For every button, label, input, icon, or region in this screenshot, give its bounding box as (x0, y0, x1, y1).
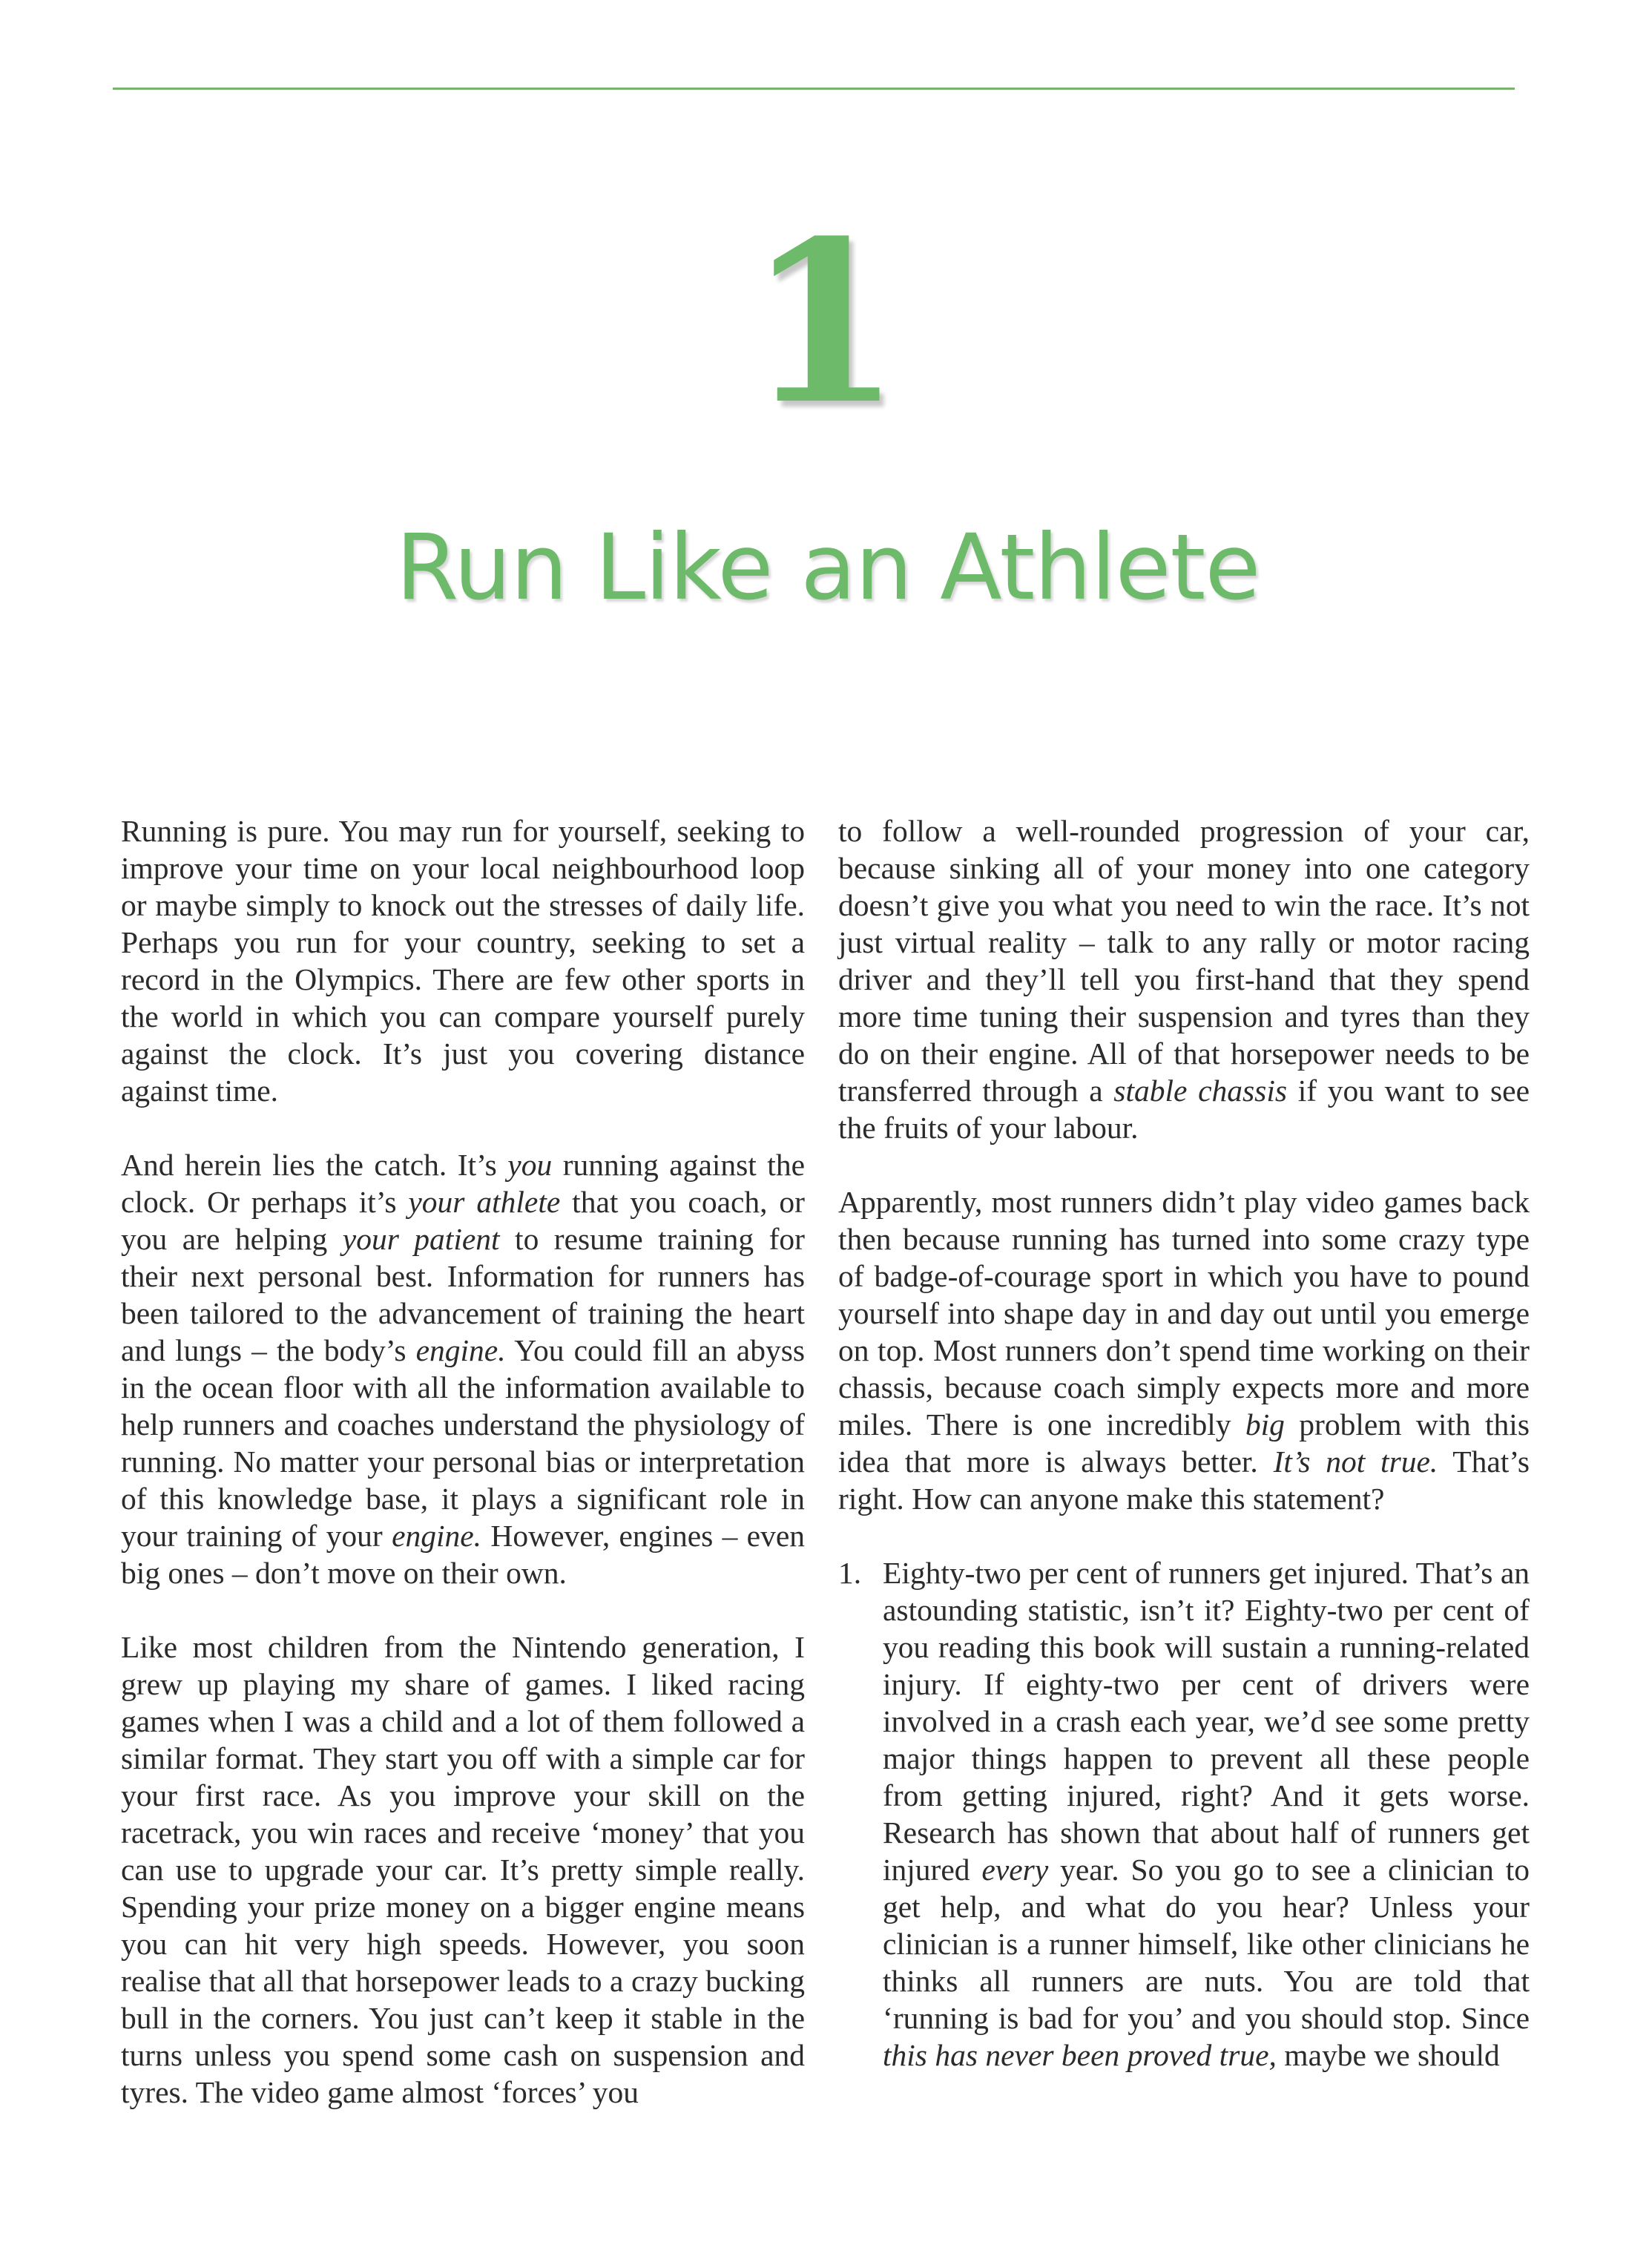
numbered-list-item (838, 1554, 1530, 2074)
chapter-number: 1 (746, 191, 902, 453)
emphasis: your athlete (408, 1185, 561, 1219)
left-column (121, 812, 805, 2148)
paragraph: to follow a well-rounded progression of your car, because sinking all of your money into one category doesn’t give you what you need to win the race. It’s not just virtual reality – talk to any rally or motor racing driver and they’ll tell you first-hand that they spend more time tuning their suspension and tyres than they do on their engine. All of that horsepower needs to be transferred through a stable chassis if you want to see the fruits of your labour. (838, 814, 1530, 1145)
emphasis: engine. (392, 1519, 482, 1553)
emphasis: stable chassis (1113, 1074, 1288, 1108)
emphasis: your patient (342, 1222, 500, 1256)
header-rule (113, 88, 1515, 90)
paragraph: Like most children from the Nintendo generation, I grew up playing my share of games. I liked racing games when I was a child and a lot of them followed a similar format. They start you off with a simple car for your first race. As you improve your skill on the racetrack, you win races and receive ‘money’ that you can use to upgrade your car. It’s pretty simple really. Spending your prize money on a bigger engine means you can hit very high speeds. However, you soon realise that all that horsepower leads to a crazy bucking bull in the corners. You just can’t keep it stable in the turns unless you spend some cash on suspension and tyres. The video game almost ‘forces’ you (121, 1630, 805, 2109)
emphasis: every (981, 1853, 1049, 1887)
emphasis: this has never been proved true, (883, 2038, 1277, 2072)
list-text: Eighty-two per cent of runners get injured. That’s an astounding statistic, isn’t it? Eighty-two per cent of you reading this book will sustain a running-related injury. If eighty-two per cent of drivers were involved in a crash each year, we’d see some pretty major things happen to prevent all these people from getting injured, right? And it gets worse. Research has shown that about half of runners get injured every year. So you go to see a clinician to get help, and what do you hear? Unless your clinician is a runner himself, like other clinicians he thinks all runners are nuts. You are told that ‘running is bad for you’ and you should stop. Since this has never been proved true, maybe we should (883, 1556, 1530, 2072)
emphasis: big (1245, 1407, 1285, 1442)
emphasis: It’s not true. (1273, 1444, 1438, 1479)
list-number: 1. (838, 1556, 862, 1590)
chapter-title: Run Like an Athlete (395, 515, 1260, 620)
paragraph: Running is pure. You may run for yourself, seeking to improve your time on your local neighbourhood loop or maybe simply to knock out the stresses of daily life. Perhaps you run for your country, seeking to set a record in the Olympics. There are few other sports in the world in which you can compare yourself purely against the clock. It’s just you covering distance against time. (121, 814, 805, 1108)
emphasis: you (507, 1148, 553, 1182)
paragraph: Apparently, most runners didn’t play video games back then because running has turned into some crazy type of badge-of-courage sport in which you have to pound yourself into shape day in and day out until you emerge on top. Most runners don’t spend time working on their chassis, because coach simply expects more and more miles. There is one incredibly big problem with this idea that more is always better. It’s not true. That’s right. How can anyone make this statement? (838, 1185, 1530, 1516)
emphasis: engine. (415, 1333, 506, 1367)
paragraph: And herein lies the catch. It’s you running against the clock. Or perhaps it’s your athlete that you coach, or you are helping your patient to resume training for their next personal best. Information for runners has been tailored to the advancement of training the heart and lungs – the body’s engine. You could fill an abyss in the ocean floor with all the information available to help runners and coaches understand the physiology of running. No matter your personal bias or interpretation of this knowledge base, it plays a significant role in your training of your engine. However, engines – even big ones – don’t move on their own. (121, 1148, 806, 1590)
right-column (838, 812, 1530, 2074)
